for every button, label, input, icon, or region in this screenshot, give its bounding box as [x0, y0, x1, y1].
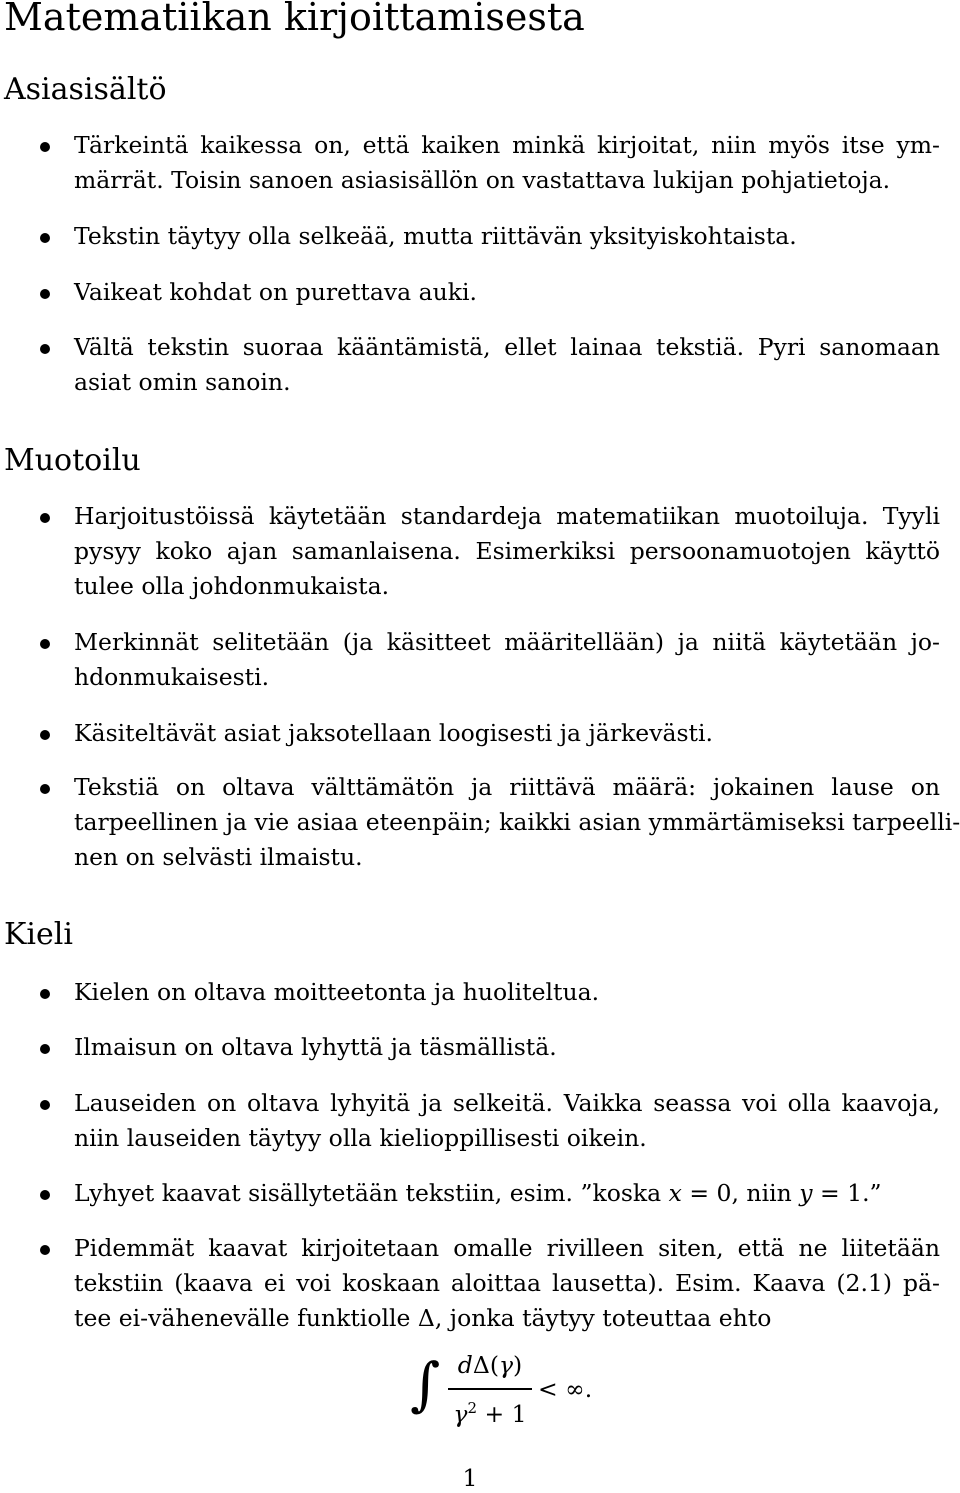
item-line: tekstiin (kaava ei voi koskaan aloittaa lausetta). Esim. Kaava (2.1) pä- [74, 1269, 940, 1297]
bullet-icon [40, 344, 50, 354]
bullet-icon [40, 142, 50, 152]
item-line: tarpeellinen ja vie asiaa eteenpäin; kaikki asian ymmärtämiseksi tarpeelli- [74, 808, 960, 836]
item-line: hdonmukaisesti. [74, 663, 270, 691]
bullet-icon [40, 1190, 50, 1200]
bullet-icon [40, 989, 50, 999]
text-after: = 1.” [812, 1179, 882, 1207]
numerator-delta: Δ( [472, 1351, 499, 1379]
bullet-icon [40, 730, 50, 740]
bullet-icon [40, 1100, 50, 1110]
bullet-icon [40, 639, 50, 649]
bullet-icon [40, 233, 50, 243]
formula-relation: < ∞. [538, 1375, 593, 1403]
text-middle: = 0, niin [681, 1179, 800, 1207]
numerator-gamma: γ [498, 1351, 514, 1379]
item-line: nen on selvästi ilmaistu. [74, 843, 363, 871]
denominator-gamma: γ [453, 1399, 468, 1428]
section-heading-asiasisalto: Asiasisältö [4, 72, 167, 107]
item-line: tee ei-vähenevälle funktiolle Δ, jonka täytyy toteuttaa ehto [74, 1304, 772, 1332]
numerator-d: d [457, 1351, 473, 1379]
bullet-icon [40, 1245, 50, 1255]
integral-sign: ∫ [410, 1350, 441, 1418]
item-line: Merkinnät selitetään (ja käsitteet määritellään) ja niitä käytetään jo- [74, 628, 940, 656]
fraction-numerator [448, 1348, 532, 1382]
display-formula [410, 1348, 630, 1428]
fraction-denominator [448, 1390, 532, 1432]
item-line: Tekstiä on oltava välttämätön ja riittävä määrä: jokainen lause on [74, 773, 940, 801]
section-heading-kieli: Kieli [4, 917, 73, 952]
math-variable-x: x [668, 1179, 682, 1207]
item-line: Kielen on oltava moitteetonta ja huoliteltua. [74, 978, 600, 1006]
bullet-icon [40, 289, 50, 299]
item-line [74, 1176, 940, 1211]
item-line: niin lauseiden täytyy olla kielioppillisesti oikein. [74, 1124, 647, 1152]
item-line: Lauseiden on oltava lyhyitä ja selkeitä. Vaikka seassa voi olla kaavoja, [74, 1089, 940, 1117]
item-line: Käsiteltävät asiat jaksotellaan loogisesti ja järkevästi. [74, 719, 713, 747]
item-line: Pidemmät kaavat kirjoitetaan omalle rivilleen siten, että ne liitetään [74, 1234, 940, 1262]
item-line: Tärkeintä kaikessa on, että kaiken minkä kirjoitat, niin myös itse ym- [74, 131, 940, 159]
denominator-power: 2 [467, 1399, 477, 1417]
page-number: 1 [462, 1464, 478, 1492]
item-line: Vältä tekstin suoraa kääntämistä, ellet lainaa tekstiä. Pyri sanomaan [74, 333, 940, 361]
item-line: pysyy koko ajan samanlaisena. Esimerkiksi persoonamuotojen käyttö [74, 537, 940, 565]
item-line: tulee olla johdonmukaista. [74, 572, 390, 600]
item-line: asiat omin sanoin. [74, 368, 291, 396]
item-line: Ilmaisun on oltava lyhyttä ja täsmällistä. [74, 1033, 557, 1061]
numerator-close: ) [513, 1351, 523, 1379]
item-line: Tekstin täytyy olla selkeää, mutta riittävän yksityiskohtaista. [74, 222, 797, 250]
item-line: Vaikeat kohdat on purettava auki. [74, 278, 477, 306]
denominator-rest: + 1 [477, 1399, 527, 1428]
item-line: Harjoitustöissä käytetään standardeja matematiikan muotoiluja. Tyyli [74, 502, 940, 530]
document-title: Matematiikan kirjoittamisesta [4, 0, 585, 39]
section-heading-muotoilu: Muotoilu [4, 443, 141, 478]
item-line: märrät. Toisin sanoen asiasisällön on vastattava lukijan pohjatietoja. [74, 166, 891, 194]
bullet-icon [40, 784, 50, 794]
bullet-icon [40, 1044, 50, 1054]
text-before: Lyhyet kaavat sisällytetään tekstiin, esim. ”koska [74, 1179, 669, 1207]
bullet-icon [40, 513, 50, 523]
math-variable-y: y [799, 1179, 813, 1207]
